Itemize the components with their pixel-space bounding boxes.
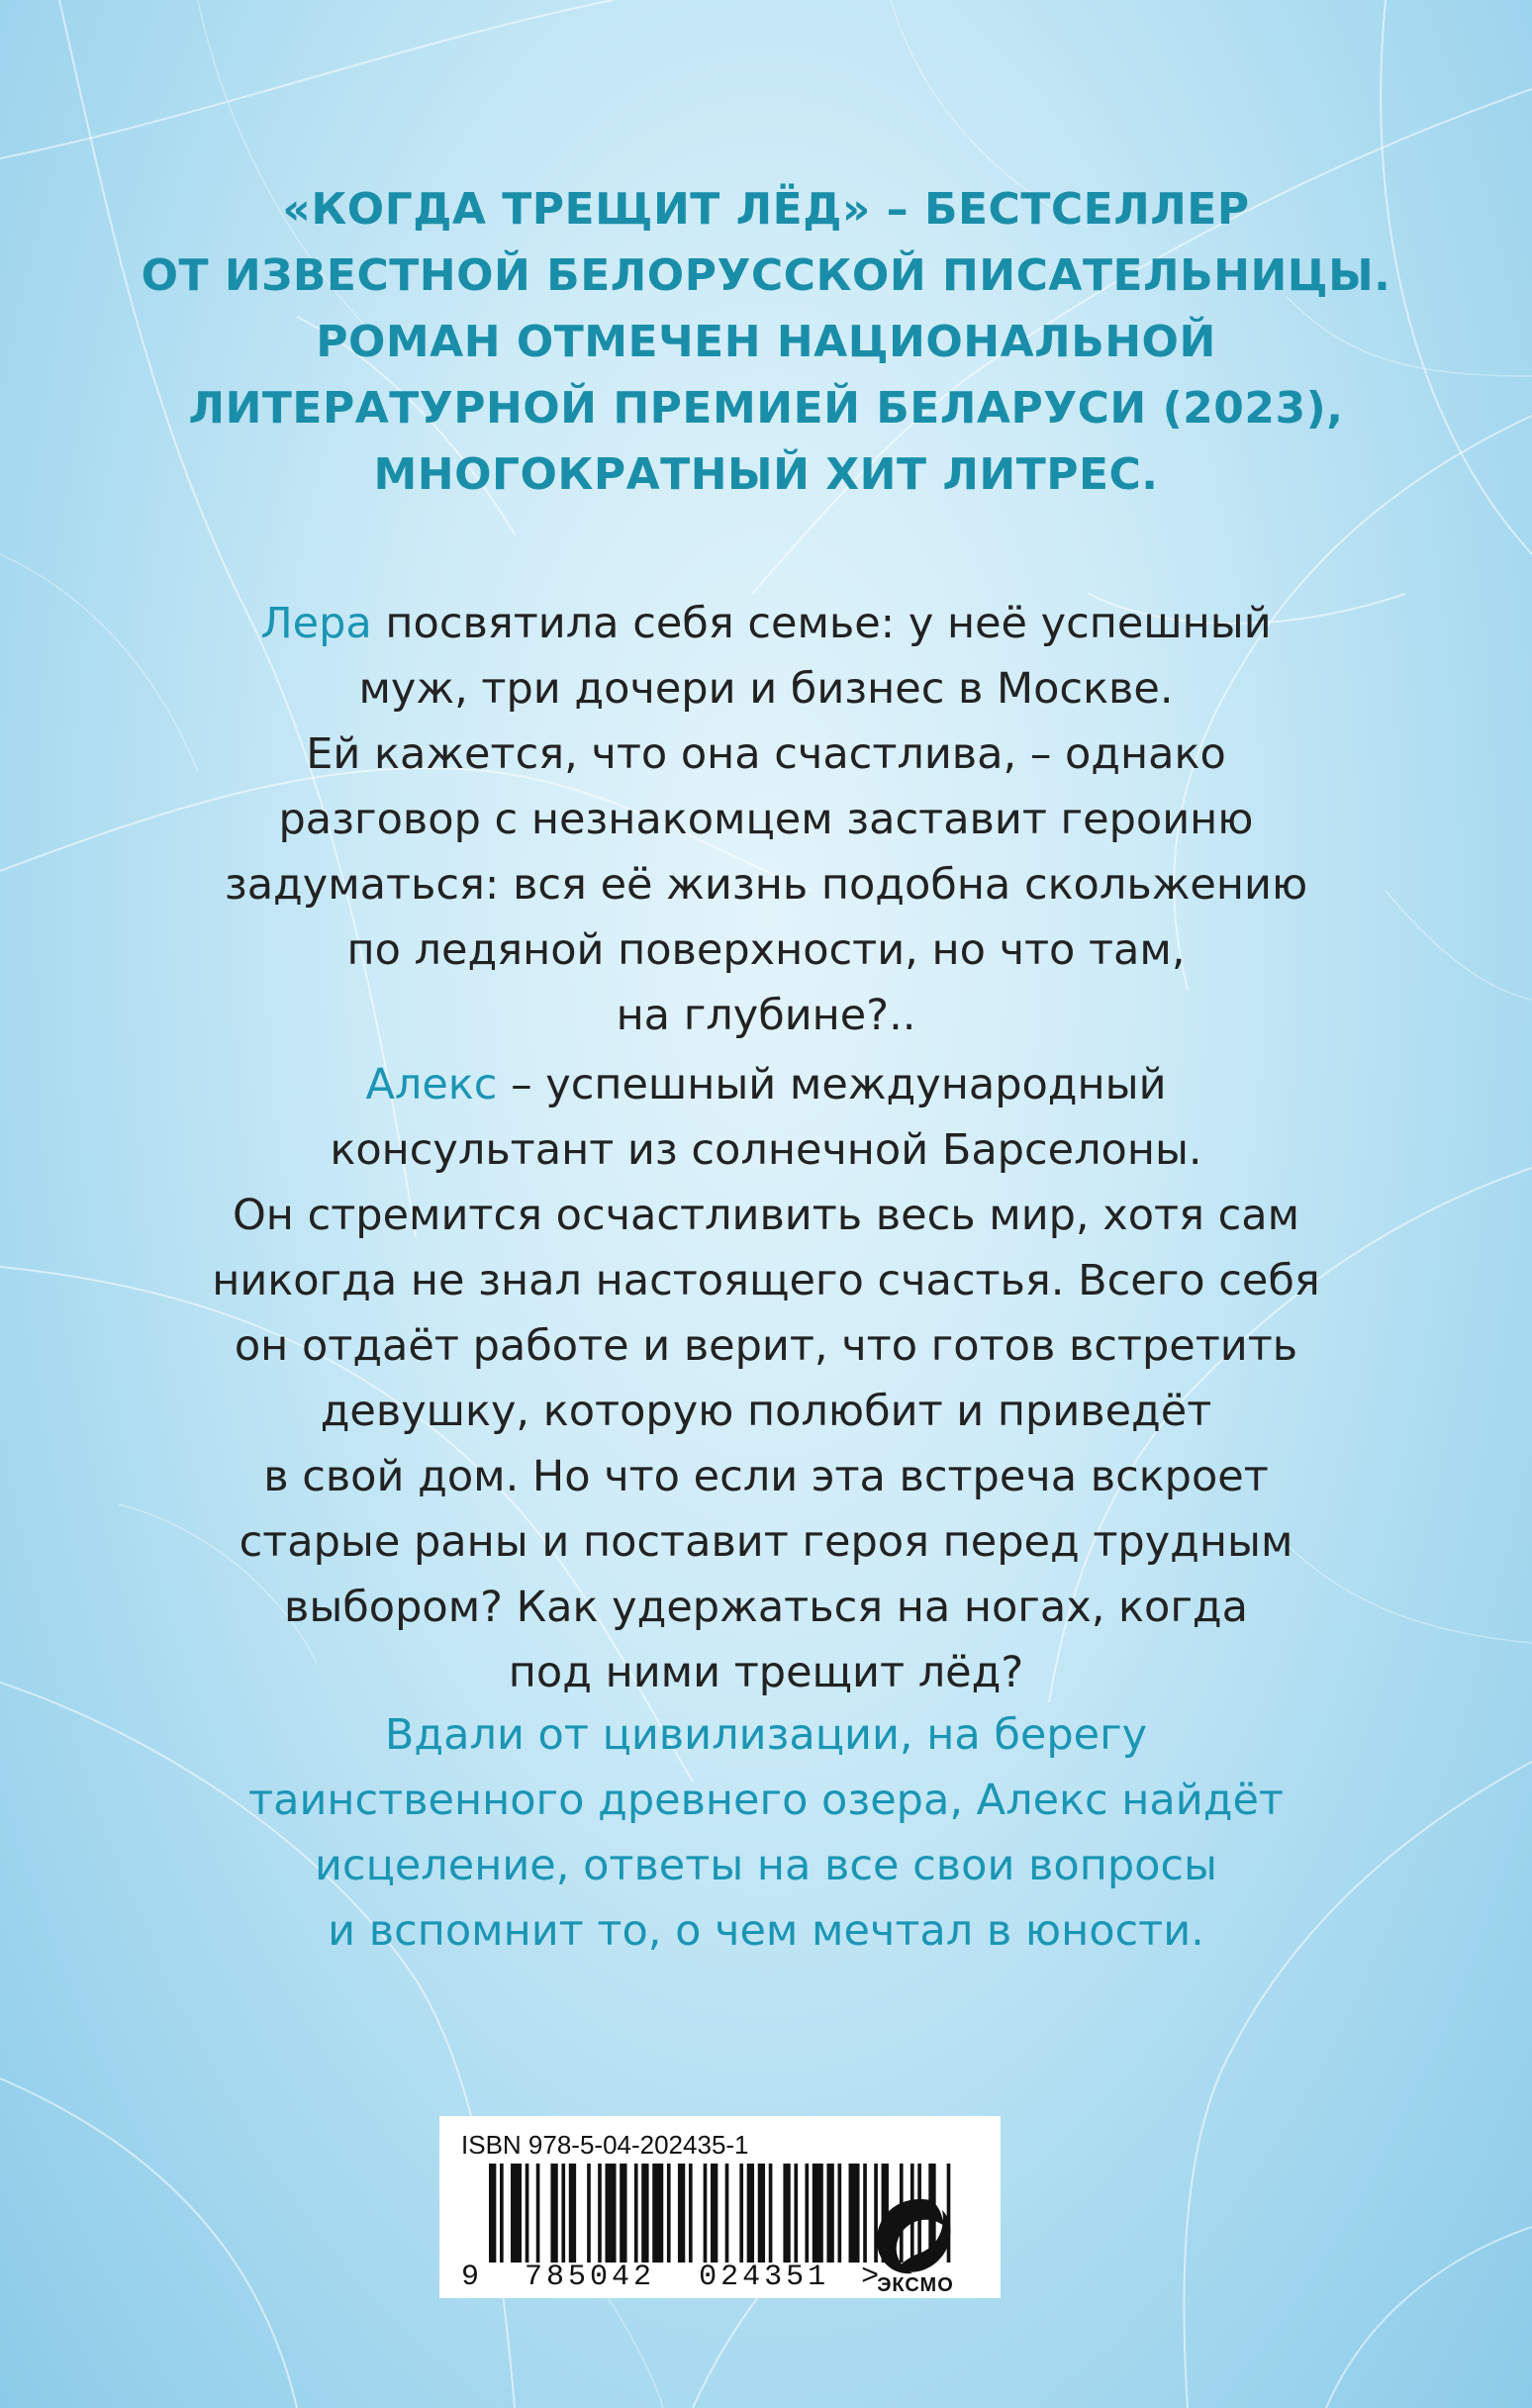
barcode-bar — [526, 2164, 529, 2263]
barcode-digits — [461, 2261, 883, 2294]
barcode-bar — [739, 2164, 743, 2263]
headline-block — [139, 176, 1393, 508]
barcode-bar — [704, 2164, 708, 2263]
barcode-bar — [587, 2164, 591, 2263]
barcode-bar — [725, 2164, 729, 2263]
barcode-bar — [783, 2164, 790, 2263]
paragraph-line: выбором? Как удержаться на ногах, когда — [284, 1583, 1248, 1632]
paragraph-line: на глубине?.. — [616, 991, 916, 1040]
isbn-label: ISBN 978-5-04-202435-1 — [461, 2130, 749, 2160]
paragraph-line — [139, 591, 1393, 656]
paragraph-line: исцеление, ответы на все свои вопросы — [314, 1841, 1218, 1890]
publisher-name: ЭКСМО — [877, 2274, 954, 2296]
barcode-bar — [747, 2164, 754, 2263]
barcode-bar — [794, 2164, 798, 2263]
barcode-bar — [620, 2164, 626, 2263]
barcode-bar — [634, 2164, 638, 2263]
headline-line: ОТ ИЗВЕСТНОЙ БЕЛОРУССКОЙ ПИСАТЕЛЬНИЦЫ. — [141, 250, 1391, 301]
barcode-bar — [667, 2164, 671, 2263]
barcode-bar — [561, 2164, 565, 2263]
barcode-bar — [711, 2164, 718, 2263]
paragraph-line: старые раны и поставит героя перед трудным — [239, 1517, 1293, 1567]
barcode-bar — [813, 2164, 823, 2263]
paragraph-conclusion — [139, 1702, 1393, 1964]
headline-line: ЛИТЕРАТУРНОЙ ПРЕМИЕЙ БЕЛАРУСИ (2023), — [188, 383, 1344, 433]
paragraph-line: Ей кажется, что она счастлива, – однако — [306, 729, 1226, 779]
paragraph-line: Он стремится осчастливить весь мир, хотя сам — [232, 1191, 1300, 1240]
paragraph-line: в свой дом. Но что если эта встреча вскроет — [263, 1452, 1269, 1501]
paragraph-line: по ледяной поверхности, но что там, — [346, 925, 1186, 975]
barcode-digit-group: 9 — [461, 2261, 484, 2294]
headline-line: РОМАН ОТМЕЧЕН НАЦИОНАЛЬНОЙ — [316, 317, 1216, 367]
barcode-bar — [826, 2164, 833, 2263]
paragraph-lera — [139, 591, 1393, 1048]
paragraph-line: разговор с незнакомцем заставит героиню — [278, 795, 1254, 844]
paragraph-line-text: – успешный международный — [497, 1060, 1167, 1109]
barcode-bar — [769, 2164, 773, 2263]
barcode-bar — [536, 2164, 540, 2263]
barcode-bar — [606, 2164, 617, 2263]
paragraph-line — [139, 1052, 1393, 1117]
headline-line: «КОГДА ТРЕЩИТ ЛЁД» – БЕСТСЕЛЛЕР — [282, 184, 1250, 235]
barcode-bar — [652, 2164, 663, 2263]
paragraph-line-text: посвятила себя семье: у неё успешный — [371, 599, 1272, 648]
barcode-bar — [805, 2164, 809, 2263]
barcode-bar — [689, 2164, 693, 2263]
barcode-bar — [863, 2164, 867, 2263]
barcode-bar — [641, 2164, 648, 2263]
barcode-digit-group: 024351 — [699, 2261, 830, 2294]
paragraph-line: Вдали от цивилизации, на берегу — [384, 1710, 1148, 1760]
paragraph-line: никогда не знал настоящего счастья. Всего себя — [212, 1256, 1320, 1305]
paragraph-line: задуматься: вся её жизнь подобна скольжению — [224, 860, 1308, 910]
paragraph-line: под ними трещит лёд? — [508, 1648, 1024, 1697]
paragraph-line: девушку, которую полюбит и приведёт — [320, 1387, 1212, 1436]
barcode-bar — [678, 2164, 685, 2263]
paragraph-line: он отдаёт работе и верит, что готов встретить — [234, 1321, 1298, 1371]
barcode-bar — [550, 2164, 557, 2263]
paragraph-line: консультант из солнечной Барселоны. — [330, 1125, 1202, 1175]
paragraph-line: таинственного древнего озера, Алекс найдёт — [248, 1776, 1284, 1825]
barcode-bar — [598, 2164, 602, 2263]
headline-line: МНОГОКРАТНЫЙ ХИТ ЛИТРЕС. — [373, 449, 1159, 500]
barcode-bar — [849, 2164, 860, 2263]
barcode-bar — [500, 2164, 504, 2263]
barcode-bar — [758, 2164, 765, 2263]
paragraph-line: муж, три дочери и бизнес в Москве. — [358, 664, 1174, 714]
barcode-digit-group: > — [861, 2261, 884, 2294]
barcode-digit-group: 785042 — [525, 2261, 656, 2294]
paragraph-line: и вспомнит то, о чем мечтал в юности. — [328, 1906, 1204, 1956]
barcode-bar — [838, 2164, 842, 2263]
character-name-alex: Алекс — [365, 1060, 498, 1109]
character-name-lera: Лера — [260, 599, 372, 648]
paragraph-alex — [139, 1052, 1393, 1705]
barcode-bar — [569, 2164, 576, 2263]
barcode-bar — [511, 2164, 522, 2263]
barcode-bar — [489, 2164, 496, 2263]
